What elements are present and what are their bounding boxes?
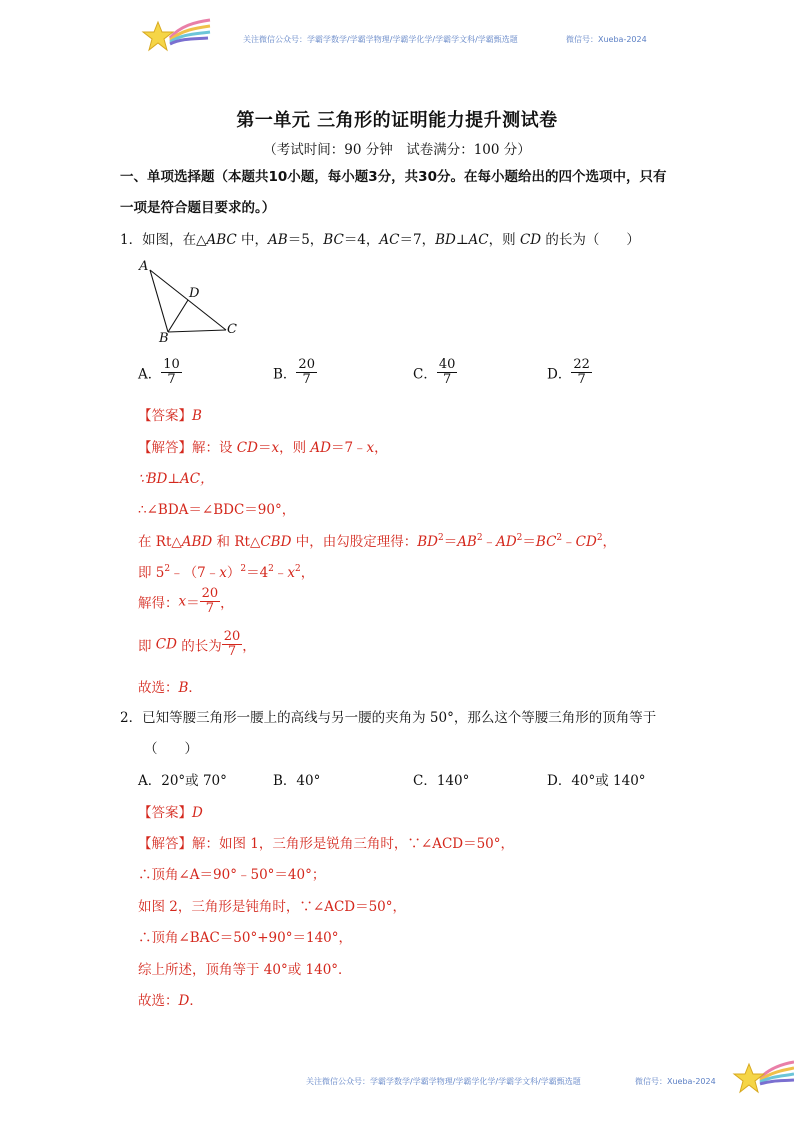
figure-label-a: A bbox=[139, 259, 149, 274]
q1-option-d[interactable]: D． $\frac{22}{7}$ bbox=[547, 357, 590, 387]
q1-option-b[interactable]: B． $\frac{20}{7}$ bbox=[273, 357, 315, 387]
q2-solution-line2: ∴顶角∠A＝90°﹣50°＝40°； bbox=[138, 867, 326, 883]
page-title: 第一单元 三角形的证明能力提升测试卷 bbox=[236, 110, 558, 131]
question-2-text: 2．已知等腰三角形一腰上的高线与另一腰的夹角为 50°，那么这个等腰三角形的顶角等于 bbox=[120, 710, 657, 726]
q2-solution-line3: 如图 2，三角形是钝角时，∵∠ACD＝50°， bbox=[138, 899, 407, 915]
q2-solution-line1: 【解答】解：如图 1，三角形是锐角三角时，∵∠ACD＝50°， bbox=[138, 836, 515, 852]
footer-wechat: 微信号：Xueba-2024 bbox=[635, 1077, 716, 1086]
q2-option-a[interactable]: A．20°或 70° bbox=[138, 773, 227, 789]
footer-text: 关注微信公众号：学霸学数学/学霸学物理/学霸学化学/学霸学文科/学霸甄选题 bbox=[306, 1077, 581, 1086]
q1-solution-line5: 即 $5^2﹣(7﹣x)^2=4^2﹣x^2$， bbox=[138, 564, 315, 581]
q1-solution-line4: 在 Rt△ABD 和 Rt△CBD 中，由勾股定理得：$BD^2=AB^2﹣AD^2=BC^2﹣CD^2$， bbox=[138, 533, 617, 550]
section-heading-line2: 一项是符合题目要求的。） bbox=[120, 200, 276, 216]
q1-solution-line7: 即 CD 的长为 $\frac{20}{7}$ ， bbox=[138, 629, 256, 659]
header-wechat: 微信号：Xueba-2024 bbox=[566, 35, 647, 44]
question-1-text: 1．如图，在△ABC 中，AB＝5，BC＝4，AC＝7，BD⊥AC，则 CD 的长为（ ） bbox=[120, 232, 640, 248]
q1-answer: 【答案】B bbox=[138, 408, 202, 424]
q1-option-a[interactable]: A． $\frac{10}{7}$ bbox=[138, 357, 180, 387]
q2-option-c[interactable]: C．140° bbox=[413, 773, 470, 789]
footer-star-logo-icon bbox=[732, 1056, 794, 1100]
q1-option-c[interactable]: C． $\frac{40}{7}$ bbox=[413, 357, 456, 387]
q1-solution-line2: ∵BD⊥AC， bbox=[138, 471, 214, 487]
header-text: 关注微信公众号：学霸学数学/学霸学物理/学霸学化学/学霸学文科/学霸甄选题 bbox=[243, 35, 518, 44]
q1-solution-line8: 故选：B． bbox=[138, 680, 202, 696]
figure-label-c: C bbox=[227, 322, 237, 337]
q2-solution-line4: ∴顶角∠BAC＝50°+90°＝140°， bbox=[138, 930, 352, 946]
figure-label-b: B bbox=[159, 331, 169, 346]
section-heading-line1: 一、单项选择题（本题共10小题，每小题3分，共30分。在每小题给出的四个选项中，只有 bbox=[120, 169, 667, 185]
star-logo-icon bbox=[140, 16, 212, 60]
q1-solution-line6: 解得：x＝ $\frac{20}{7}$ ， bbox=[138, 586, 234, 616]
q1-solution-line1: 【解答】解：设 CD＝x，则 AD＝7﹣x， bbox=[138, 440, 388, 456]
q2-answer: 【答案】D bbox=[138, 805, 203, 821]
q1-solution-line3: ∴∠BDA＝∠BDC＝90°， bbox=[138, 502, 296, 518]
q2-solution-line6: 故选：D． bbox=[138, 993, 203, 1009]
figure-label-d: D bbox=[189, 286, 200, 301]
question-2-paren: （ ） bbox=[144, 741, 198, 757]
q2-option-b[interactable]: B．40° bbox=[273, 773, 321, 789]
q2-solution-line5: 综上所述，顶角等于 40°或 140°． bbox=[138, 962, 352, 978]
q2-option-d[interactable]: D．40°或 140° bbox=[547, 773, 646, 789]
page-subtitle: （考试时间：90 分钟 试卷满分：100 分） bbox=[263, 142, 531, 158]
